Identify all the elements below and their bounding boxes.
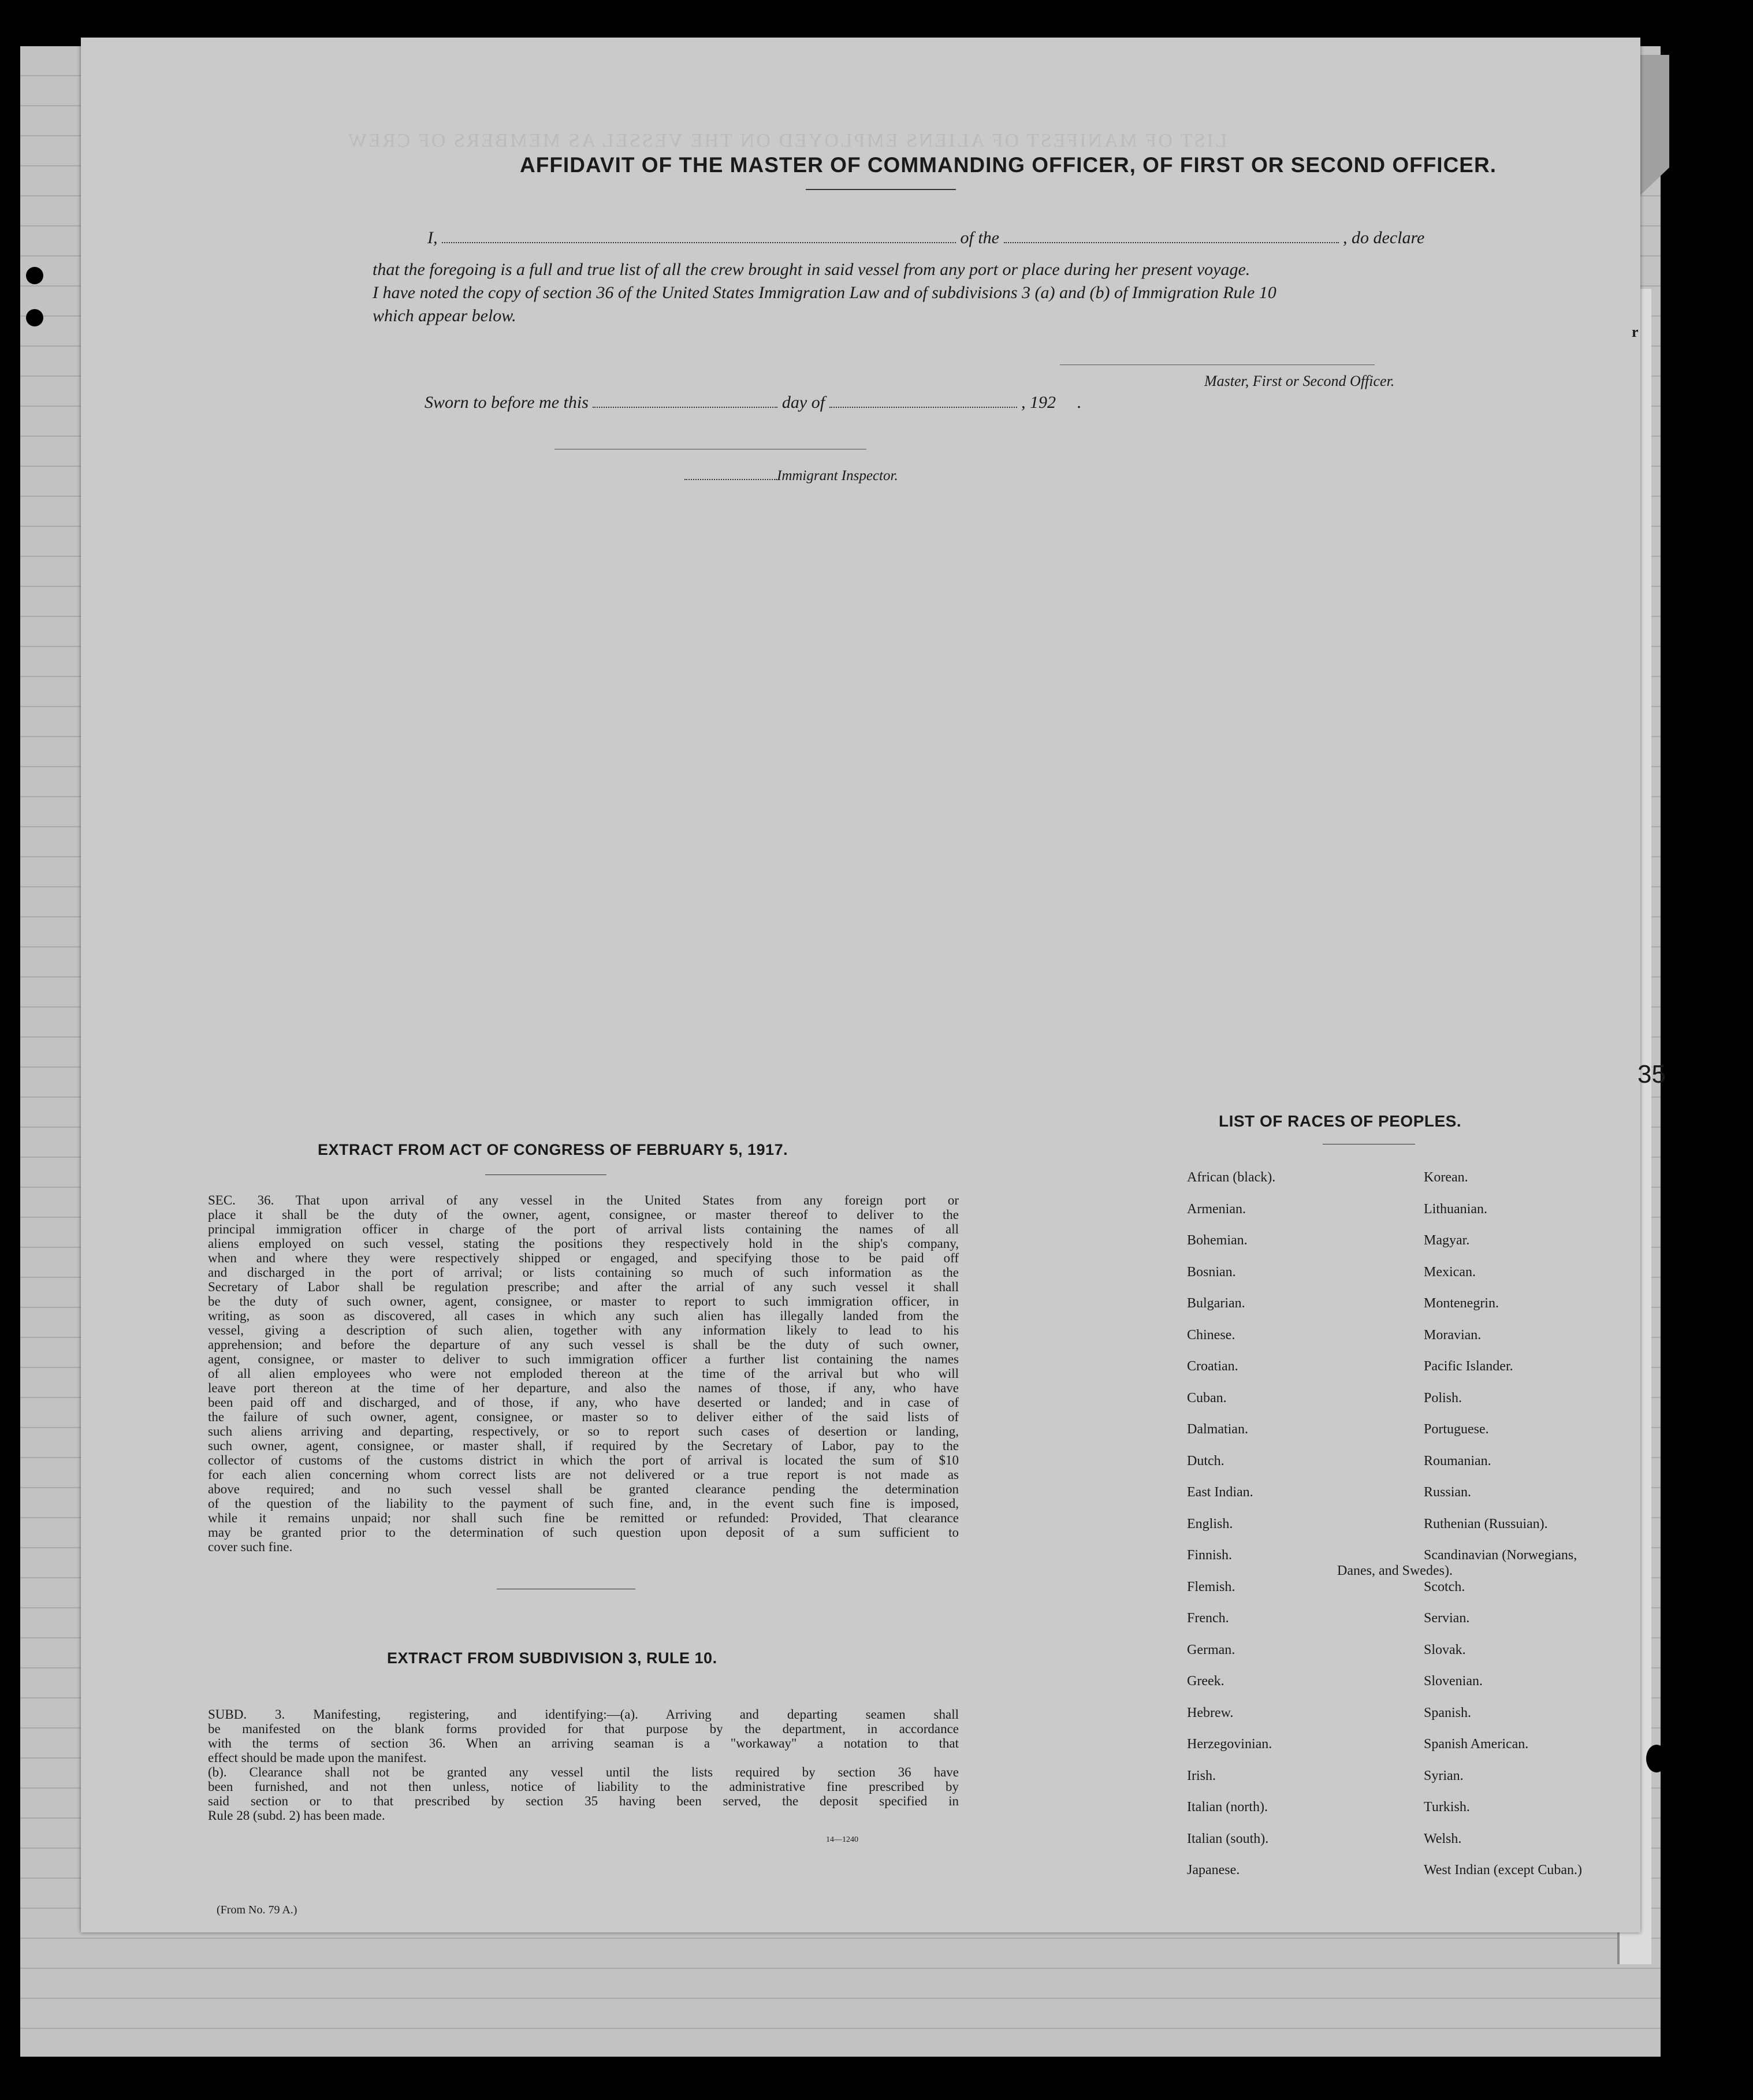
rule-text-line: Rule 28 (subd. 2) has been made. [208,1808,385,1823]
race-item: Italian (south). [1187,1831,1269,1846]
rule-text-line: effect should be made upon the manifest. [208,1750,427,1765]
race-item: Flemish. [1187,1579,1235,1594]
congress-text-line: the failure of such owner, agent, consignee, or master so to deliver either of the said lists of [208,1410,959,1424]
race-item: Montenegrin. [1424,1296,1499,1311]
race-item: Hebrew. [1187,1705,1234,1720]
form-reference: (From No. 79 A.) [217,1904,297,1916]
race-item: Slovak. [1424,1642,1466,1657]
race-item: Greek. [1187,1674,1225,1689]
rule-text-line: with the terms of section 36. When an arriving seaman is a "workaway" a notation to that [208,1736,959,1750]
punch-hole [1646,1745,1667,1772]
rule-text-line: been furnished, and not then unless, notice of liability to the administrative fine prescribed by [208,1779,959,1794]
rule-extract-body [208,1707,959,1823]
congress-text-line: may be granted prior to the determination of such question upon deposit of a sum sufficient to [208,1525,959,1540]
race-item: Dutch. [1187,1453,1225,1469]
race-item: Roumanian. [1424,1453,1491,1469]
race-item: Servian. [1424,1611,1470,1626]
congress-text-line: place it shall be the duty of the owner, agent, consignee, or master thereof to deliver to the [208,1207,959,1222]
year-label: , 192 [1021,393,1056,412]
rule-text-line: SUBD. 3. Manifesting, registering, and identifying:—(a). Arriving and departing seamen shall [208,1707,959,1722]
margin-mark: r [1632,324,1639,340]
race-item: Finnish. [1187,1548,1233,1563]
race-item: Lithuanian. [1424,1201,1487,1217]
race-item: African (black). [1187,1170,1276,1185]
congress-extract-body [208,1193,959,1554]
vessel-field[interactable] [1004,228,1339,243]
race-item: Irish. [1187,1768,1216,1783]
races-title: LIST OF RACES OF PEOPLES. [1219,1112,1462,1130]
congress-text-line: such aliens arriving and departing, respectively, or so to report such cases of desertion or landing, [208,1424,959,1439]
bleed-through-text: LIST OF MANIFEST OF ALIENS EMPLOYED ON THE VESSEL AS MEMBERS OF CREW [347,130,1227,151]
congress-text-line: vessel, giving a description of such alien, together with any information likely to lead to his [208,1323,959,1337]
form-code: 14—1240 [826,1835,858,1844]
race-item: Italian (north). [1187,1800,1268,1815]
congress-text-line: been paid off and discharged, and of those, if any, who have deserted or landed; and in case of [208,1395,959,1410]
race-item: Spanish. [1424,1705,1472,1720]
congress-text-line: collector of customs of the customs district in which the port of arrival is located the sum of $10 [208,1453,959,1467]
race-item: Bohemian. [1187,1233,1248,1248]
rule-extract-title: EXTRACT FROM SUBDIVISION 3, RULE 10. [387,1649,717,1667]
race-item: English. [1187,1516,1233,1532]
congress-text-line: of the question of the liability to the payment of such fine, and, in the event such fine is imposed, [208,1496,959,1511]
inspector-line [684,465,898,484]
congress-text-line: cover such fine. [208,1540,293,1554]
congress-text-line: be the duty of such owner, agent, consignee, or master to report to such immigration officer, in [208,1294,959,1309]
congress-text-line: and discharged in the port of arrival; or lists containing so much of such information as the [208,1265,959,1280]
race-item: West Indian (except Cuban.) [1424,1863,1582,1878]
congress-text-line: Secretary of Labor shall be regulation prescribe; and after the arrial of any such vessel it shall [208,1280,959,1294]
race-item: Korean. [1424,1170,1468,1185]
day-of-label: day of [781,393,825,412]
race-item: Polish. [1424,1390,1462,1406]
race-item: French. [1187,1611,1229,1626]
of-the-label: of the [960,228,999,247]
congress-text-line: agent, consignee, or master to deliver to such immigration officer a further list containing the names [208,1352,959,1366]
congress-title-rule [485,1174,606,1175]
race-item: Cuban. [1187,1390,1227,1406]
year-end: . [1077,393,1082,412]
rule-text-line: said section or to that prescribed by section 35 having been served, the deposit specified in [208,1794,959,1808]
race-item: Bosnian. [1187,1264,1236,1280]
congress-text-line: when and where they were respectively shipped or engaged, and specifying those to be paid off [208,1251,959,1265]
race-item: Ruthenian (Russuian). [1424,1516,1548,1532]
race-item: Spanish American. [1424,1737,1529,1752]
race-item: Slovenian. [1424,1674,1483,1689]
congress-text-line: above required; and no such vessel shall be granted clearance pending the determination [208,1482,959,1496]
race-item: Scandinavian (Norwegians, [1424,1548,1577,1563]
declaration-line [427,228,1424,248]
congress-text-line: of all alien employees who were not emploded thereon at the time of the arrival but who will [208,1366,959,1381]
race-item: German. [1187,1642,1235,1657]
race-item: Herzegovinian. [1187,1737,1272,1752]
affidavit-title: AFFIDAVIT OF THE MASTER OF COMMANDING OFFICER, OF FIRST OR SECOND OFFICER. [520,153,1497,177]
race-item: Turkish. [1424,1800,1470,1815]
race-item: Mexican. [1424,1264,1476,1280]
race-item: Magyar. [1424,1233,1470,1248]
rule-text-line: be manifested on the blank forms provided for that purpose by the department, in accordance [208,1722,959,1736]
affidavit-page [81,38,1666,1932]
master-label: Master, First or Second Officer. [1204,373,1395,389]
race-item: Croatian. [1187,1359,1238,1374]
congress-text-line: SEC. 36. That upon arrival of any vessel in the United States from any foreign port or [208,1193,959,1207]
race-item: Danes, and Swedes). [1337,1563,1453,1578]
do-declare-label: , do declare [1343,228,1425,247]
race-item: Dalmatian. [1187,1422,1248,1437]
race-item: Portuguese. [1424,1422,1489,1437]
race-item: Russian. [1424,1485,1472,1500]
para-line2: I have noted the copy of section 36 of the United States Immigration Law and of subdivisions 3 (a) and (b) of Immigration Rule 10 [373,283,1276,302]
race-item: Japanese. [1187,1863,1240,1878]
race-item: Welsh. [1424,1831,1462,1846]
race-item: Armenian. [1187,1201,1246,1217]
rule-text-line: (b). Clearance shall not be granted any vessel until the lists required by section 36 have [208,1765,959,1779]
congress-text-line: aliens employed on such vessel, stating the positions they respectively hold in the ship's company, [208,1236,959,1251]
congress-text-line: principal immigration officer in charge of the port of arrival lists containing the names of all [208,1222,959,1236]
race-item: Syrian. [1424,1768,1464,1783]
handwritten-mark: 35 [1637,1060,1666,1088]
punch-hole [26,309,43,326]
congress-text-line: apprehension; and before the departure of any such vessel is shall be the duty of such owner, [208,1337,959,1352]
race-item: Bulgarian. [1187,1296,1245,1311]
sworn-day-field[interactable] [593,393,777,408]
sworn-label: Sworn to before me this [425,393,589,412]
congress-text-line: writing, as soon as discovered, all cases in which any such alien has illegally landed from the [208,1309,959,1323]
congress-text-line: for each alien concerning whom correct lists are not delivered or a true report is not made as [208,1467,959,1482]
congress-text-line: such owner, agent, consignee, or master shall, if required by the Secretary of Labor, pay to the [208,1439,959,1453]
title-rule [806,189,956,190]
para-line3: which appear below. [373,306,516,325]
race-item: Moravian. [1424,1327,1482,1343]
congress-text-line: while it remains unpaid; nor shall such fine be remitted or refunded: Provided, That clearance [208,1511,959,1525]
congress-text-line: leave port thereon at the time of her departure, and also the names of those, if any, who have [208,1381,959,1395]
race-item: East Indian. [1187,1485,1253,1500]
sworn-month-field[interactable] [829,393,1017,408]
race-item: Chinese. [1187,1327,1235,1343]
para-line1: that the foregoing is a full and true list of all the crew brought in said vessel from any port or place during her present voyage. [373,260,1250,279]
race-item: Scotch. [1424,1579,1465,1594]
name-field[interactable] [442,228,956,243]
punch-hole [26,267,43,284]
inspector-label: Immigrant Inspector. [777,468,898,484]
race-item: Pacific Islander. [1424,1359,1513,1374]
congress-extract-title: EXTRACT FROM ACT OF CONGRESS OF FEBRUARY 5, 1917. [318,1141,788,1158]
i-label: I, [427,228,438,247]
sworn-line [425,393,1082,412]
